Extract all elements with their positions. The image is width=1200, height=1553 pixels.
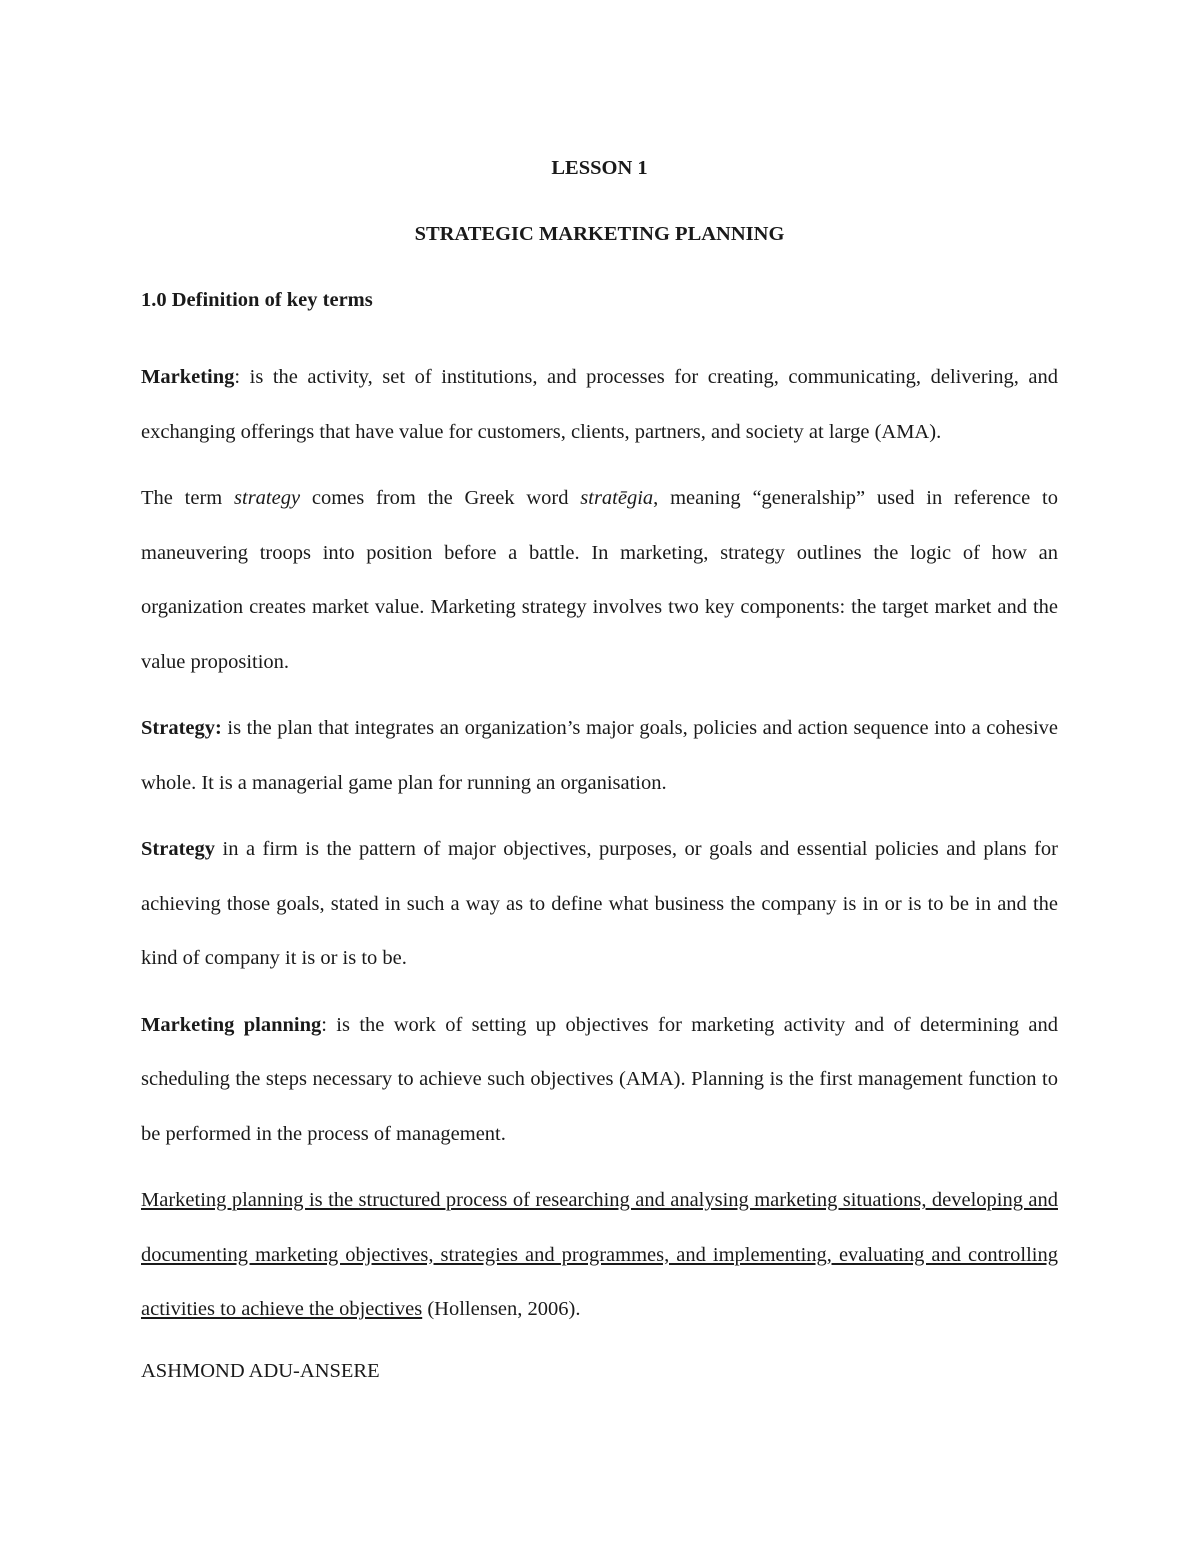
author-name: ASHMOND ADU-ANSERE bbox=[141, 1359, 380, 1382]
citation: (Hollensen, 2006). bbox=[422, 1298, 581, 1320]
term-strategy-2: Strategy bbox=[141, 838, 216, 860]
paragraph-marketing-definition bbox=[141, 350, 1058, 459]
paragraph-strategy-origin bbox=[141, 471, 1058, 689]
strategy-origin-part1: The term bbox=[141, 487, 235, 509]
strategia-italic-term: stratēgia bbox=[580, 487, 654, 509]
strategy-definition-2-text: in a firm is the pattern of major objectives, purposes, or goals and essential policies and plans for achieving those goals, stated in such a way as to define what business the company is in or is to be in and the kind of company it is or is to be. bbox=[141, 838, 1058, 969]
paragraph-strategy-definition-1 bbox=[141, 701, 1058, 810]
underlined-definition: Marketing planning is the structured process of researching and analysing marketing situations, developing and documenting marketing objectives, strategies and programmes, and implementing, evaluating and controlling activities to achieve the objectives bbox=[141, 1189, 1058, 1320]
term-marketing-planning: Marketing planning bbox=[141, 1013, 322, 1036]
paragraph-marketing-planning bbox=[141, 998, 1058, 1162]
marketing-definition-text: : is the activity, set of institutions, and processes for creating, communicating, delivering, and exchanging offerings that have value for customers, clients, partners, and society at large (AMA). bbox=[141, 366, 1058, 443]
term-strategy-1: Strategy: bbox=[141, 717, 222, 739]
marketing-planning-text: : is the work of setting up objectives for marketing activity and of determining and scheduling the steps necessary to achieve such objectives (AMA). Planning is the first management function to be performed in the process of management. bbox=[141, 1013, 1058, 1145]
document-body bbox=[141, 152, 1058, 1387]
strategy-origin-part3: , meaning “generalship” used in reference to maneuvering troops into position before a battle. In marketing, strategy outlines the logic of how an organization creates market value. Marketing strategy involves two key components: the target market and the value proposition. bbox=[141, 487, 1058, 673]
paragraph-marketing-planning-structured bbox=[141, 1173, 1058, 1337]
paragraph-strategy-definition-2 bbox=[141, 822, 1058, 986]
section-heading: 1.0 Definition of key terms bbox=[141, 289, 373, 311]
strategy-origin-part2: comes from the Greek word bbox=[300, 487, 581, 509]
strategy-definition-1-text: is the plan that integrates an organization’s major goals, policies and action sequence into a cohesive whole. It is a managerial game plan for running an organisation. bbox=[141, 717, 1058, 794]
lesson-label: LESSON 1 bbox=[551, 157, 648, 179]
strategy-italic-term: strategy bbox=[234, 487, 301, 509]
document-title: STRATEGIC MARKETING PLANNING bbox=[414, 223, 785, 245]
term-marketing: Marketing bbox=[141, 366, 235, 388]
